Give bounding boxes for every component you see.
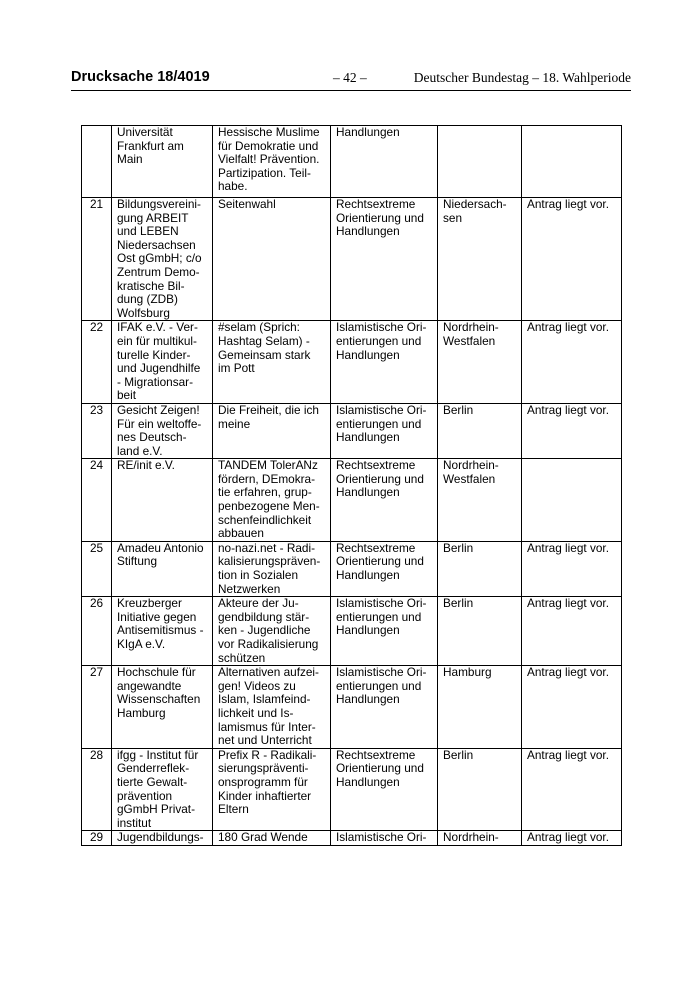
cell-line: gendbildung stär- xyxy=(218,609,310,624)
project-table xyxy=(81,125,622,846)
cell-line: Handlungen xyxy=(336,692,400,707)
cell-line: Antisemitismus - xyxy=(117,623,204,638)
cell-line: Berlin xyxy=(443,403,474,417)
table-row xyxy=(82,831,622,846)
cell-line: Main xyxy=(117,152,143,167)
table-row xyxy=(82,666,622,749)
cell-line: gung ARBEIT xyxy=(117,210,189,225)
cell-thema xyxy=(331,459,438,542)
cell-line: Rechtsextreme xyxy=(336,197,416,211)
cell-projekt xyxy=(213,666,331,749)
table-row xyxy=(82,597,622,666)
cell-line: Rechtsextreme xyxy=(336,541,416,555)
cell-traeger xyxy=(112,403,213,458)
cell-line: Genderreflek- xyxy=(117,761,190,776)
cell-line: Kinder inhaftierter xyxy=(218,788,312,803)
cell-line: sierungspräventi- xyxy=(218,761,309,776)
cell-line: entierungen und xyxy=(336,416,422,431)
cell-line: Kreuzberger xyxy=(117,596,182,611)
cell-traeger xyxy=(112,597,213,666)
table-row xyxy=(82,748,622,831)
cell-line: Jugendbildungs- xyxy=(117,830,204,845)
cell-projekt xyxy=(213,597,331,666)
table-row xyxy=(82,459,622,542)
cell-projekt xyxy=(213,541,331,596)
cell-status xyxy=(522,459,622,542)
cell-thema xyxy=(331,831,438,846)
cell-status xyxy=(522,126,622,198)
cell-line: tie erfahren, grup- xyxy=(218,485,312,500)
cell-line: entierungen und xyxy=(336,678,422,693)
cell-traeger xyxy=(112,459,213,542)
cell-line: no-nazi.net - Radi- xyxy=(218,541,316,555)
parliament-period: Deutscher Bundestag – 18. Wahlperiode xyxy=(413,70,631,85)
cell-projekt xyxy=(213,126,331,198)
cell-land xyxy=(438,198,522,321)
cell-line: Alternativen aufzei- xyxy=(218,665,319,680)
cell-line: Frankfurt am xyxy=(117,138,184,153)
cell-line: Islamistische Ori- xyxy=(336,830,427,845)
cell-line: Handlungen xyxy=(336,347,400,362)
cell-status xyxy=(522,541,622,596)
cell-line: Gemeinsam stark xyxy=(218,347,311,362)
document-number xyxy=(71,69,210,85)
cell-line: und LEBEN xyxy=(117,224,179,239)
cell-line: Handlungen xyxy=(336,568,400,583)
cell-land xyxy=(438,831,522,846)
cell-land xyxy=(438,126,522,198)
cell-line: Orientierung und xyxy=(336,210,424,225)
cell-line: ken - Jugendliche xyxy=(218,623,311,638)
cell-line: Hamburg xyxy=(117,705,166,720)
cell-line: tierte Gewalt- xyxy=(117,774,188,789)
cell-line: tion in Sozialen xyxy=(218,568,299,583)
cell-line: Westfalen xyxy=(443,471,496,486)
cell-thema xyxy=(331,541,438,596)
document-number-value: 4019 xyxy=(177,69,210,85)
cell-line: entierungen und xyxy=(336,609,422,624)
cell-land xyxy=(438,403,522,458)
cell-line: Bildungsvereini- xyxy=(117,197,201,211)
cell-line: gGmbH Privat- xyxy=(117,802,196,817)
cell-line: Islamistische Ori- xyxy=(336,403,427,417)
cell-nr: 22 xyxy=(82,321,112,404)
cell-projekt xyxy=(213,198,331,321)
cell-line: Partizipation. Teil- xyxy=(218,165,311,180)
cell-land xyxy=(438,321,522,404)
cell-line: Hashtag Selam) - xyxy=(218,333,310,348)
cell-line: 180 Grad Wende xyxy=(218,830,308,845)
cell-traeger xyxy=(112,126,213,198)
cell-status xyxy=(522,198,622,321)
cell-line: Hochschule für xyxy=(117,665,196,680)
cell-status xyxy=(522,666,622,749)
cell-traeger xyxy=(112,321,213,404)
table-row xyxy=(82,321,622,404)
cell-line: Westfalen xyxy=(443,333,496,348)
cell-traeger xyxy=(112,198,213,321)
cell-line: Antrag liegt vor. xyxy=(527,403,609,417)
cell-line: Berlin xyxy=(443,596,474,611)
cell-traeger xyxy=(112,831,213,846)
cell-line: land e.V. xyxy=(117,443,163,458)
cell-line: #selam (Sprich: xyxy=(218,320,300,335)
cell-line: gen! Videos zu xyxy=(218,678,296,693)
cell-line: Vielfalt! Prävention. xyxy=(218,152,320,167)
cell-status xyxy=(522,597,622,666)
cell-line: schenfeindlichkeit xyxy=(218,512,312,527)
cell-line: beit xyxy=(117,388,137,403)
cell-nr: 25 xyxy=(82,541,112,596)
table-row xyxy=(82,403,622,458)
cell-line: Islam, Islamfeind- xyxy=(218,692,311,707)
cell-line: Handlungen xyxy=(336,125,400,139)
cell-line: Zentrum Demo- xyxy=(117,264,200,279)
cell-projekt xyxy=(213,403,331,458)
cell-line: Wolfsburg xyxy=(117,305,170,320)
document-label: Drucksache 18/ xyxy=(71,69,178,85)
cell-thema xyxy=(331,403,438,458)
cell-line: Seitenwahl xyxy=(218,197,276,211)
cell-thema xyxy=(331,321,438,404)
cell-line: Orientierung und xyxy=(336,554,424,569)
cell-line: Orientierung und xyxy=(336,761,424,776)
cell-thema xyxy=(331,198,438,321)
cell-line: Gesicht Zeigen! xyxy=(117,403,200,417)
cell-line: meine xyxy=(218,416,251,431)
cell-line: lichkeit und Is- xyxy=(218,705,294,720)
cell-line: TANDEM TolerANz xyxy=(218,458,318,473)
cell-line: Rechtsextreme xyxy=(336,748,416,762)
cell-line: vor Radikalisierung xyxy=(218,637,319,651)
cell-land xyxy=(438,541,522,596)
cell-line: Antrag liegt vor. xyxy=(527,830,609,845)
cell-line: Berlin xyxy=(443,541,474,555)
cell-line: abbauen xyxy=(218,526,264,541)
cell-line: Niedersach- xyxy=(443,197,507,211)
cell-projekt xyxy=(213,748,331,831)
cell-line: KIgA e.V. xyxy=(117,637,166,651)
cell-nr: 29 xyxy=(82,831,112,846)
cell-land xyxy=(438,748,522,831)
cell-traeger xyxy=(112,748,213,831)
cell-line: Hamburg xyxy=(443,665,492,680)
cell-line: onsprogramm für xyxy=(218,774,308,789)
cell-line: Prefix R - Radikali- xyxy=(218,748,317,762)
cell-line: net und Unterricht xyxy=(218,733,312,748)
cell-projekt xyxy=(213,459,331,542)
cell-line: Netzwerken xyxy=(218,581,281,596)
cell-line: Antrag liegt vor. xyxy=(527,665,609,680)
cell-line: Ost gGmbH; c/o xyxy=(117,251,202,266)
cell-line: Nordrhein- xyxy=(443,458,499,473)
cell-line: Akteure der Ju- xyxy=(218,596,299,611)
cell-thema xyxy=(331,666,438,749)
cell-line: für Demokratie und xyxy=(218,138,319,153)
cell-nr: 28 xyxy=(82,748,112,831)
cell-line: Die Freiheit, die ich xyxy=(218,403,319,417)
cell-line: Eltern xyxy=(218,802,249,817)
cell-line: nes Deutsch- xyxy=(117,430,187,445)
cell-nr: 24 xyxy=(82,459,112,542)
cell-line: Universität xyxy=(117,125,173,139)
cell-line: prävention xyxy=(117,788,173,803)
cell-line: turelle Kinder- xyxy=(117,347,191,362)
page-number: – 42 – xyxy=(333,70,367,85)
cell-line: Rechtsextreme xyxy=(336,458,416,473)
header-rule xyxy=(71,90,631,91)
cell-line: habe. xyxy=(218,179,248,194)
cell-line: Wissenschaften xyxy=(117,692,201,707)
cell-line: angewandte xyxy=(117,678,182,693)
cell-line: RE/init e.V. xyxy=(117,458,175,473)
cell-thema xyxy=(331,597,438,666)
cell-line: Handlungen xyxy=(336,430,400,445)
cell-line: lamismus für Inter- xyxy=(218,719,316,734)
cell-line: Islamistische Ori- xyxy=(336,596,427,611)
cell-line: - Migrationsar- xyxy=(117,374,194,389)
table-row xyxy=(82,126,622,198)
cell-status xyxy=(522,748,622,831)
cell-line: entierungen und xyxy=(336,333,422,348)
cell-line: Berlin xyxy=(443,748,474,762)
cell-projekt xyxy=(213,831,331,846)
cell-line: kalisierungspräven- xyxy=(218,554,321,569)
cell-land xyxy=(438,459,522,542)
cell-line: Für ein weltoffe- xyxy=(117,416,202,431)
cell-line: dung (ZDB) xyxy=(117,292,178,307)
cell-line: Antrag liegt vor. xyxy=(527,596,609,611)
cell-line: schützen xyxy=(218,650,266,665)
cell-line: Hessische Muslime xyxy=(218,125,320,139)
cell-line: Stiftung xyxy=(117,554,158,569)
cell-land xyxy=(438,666,522,749)
cell-line: Handlungen xyxy=(336,774,400,789)
cell-status xyxy=(522,403,622,458)
cell-thema xyxy=(331,748,438,831)
cell-line: Antrag liegt vor. xyxy=(527,197,609,211)
page-header xyxy=(71,68,631,90)
cell-line: Orientierung und xyxy=(336,471,424,486)
cell-line: Antrag liegt vor. xyxy=(527,748,609,762)
cell-nr: 23 xyxy=(82,403,112,458)
cell-line: Islamistische Ori- xyxy=(336,320,427,335)
cell-line: ifgg - Institut für xyxy=(117,748,199,762)
cell-line: Initiative gegen xyxy=(117,609,197,624)
cell-line: sen xyxy=(443,210,463,225)
cell-line: im Pott xyxy=(218,361,255,376)
cell-traeger xyxy=(112,666,213,749)
cell-nr: 21 xyxy=(82,198,112,321)
cell-line: und Jugendhilfe xyxy=(117,361,201,376)
cell-line: Nordrhein- xyxy=(443,830,499,845)
cell-status xyxy=(522,831,622,846)
cell-land xyxy=(438,597,522,666)
cell-line: institut xyxy=(117,815,152,830)
cell-line: Amadeu Antonio xyxy=(117,541,204,555)
cell-nr: 27 xyxy=(82,666,112,749)
cell-nr: 26 xyxy=(82,597,112,666)
cell-line: fördern, DEmokra- xyxy=(218,471,316,486)
cell-thema xyxy=(331,126,438,198)
cell-status xyxy=(522,321,622,404)
cell-traeger xyxy=(112,541,213,596)
cell-line: Niedersachsen xyxy=(117,237,196,252)
cell-line: kratische Bil- xyxy=(117,278,185,293)
cell-line: Handlungen xyxy=(336,224,400,239)
cell-line: penbezogene Men- xyxy=(218,499,320,514)
cell-projekt xyxy=(213,321,331,404)
cell-line: Islamistische Ori- xyxy=(336,665,427,680)
cell-line: Nordrhein- xyxy=(443,320,499,335)
table-row xyxy=(82,198,622,321)
table-row xyxy=(82,541,622,596)
cell-line: Handlungen xyxy=(336,485,400,500)
cell-line: Antrag liegt vor. xyxy=(527,541,609,555)
cell-line: Handlungen xyxy=(336,623,400,638)
cell-nr xyxy=(82,126,112,198)
cell-line: IFAK e.V. - Ver- xyxy=(117,320,198,335)
cell-line: ein für multikul- xyxy=(117,333,197,348)
cell-line: Antrag liegt vor. xyxy=(527,320,609,335)
